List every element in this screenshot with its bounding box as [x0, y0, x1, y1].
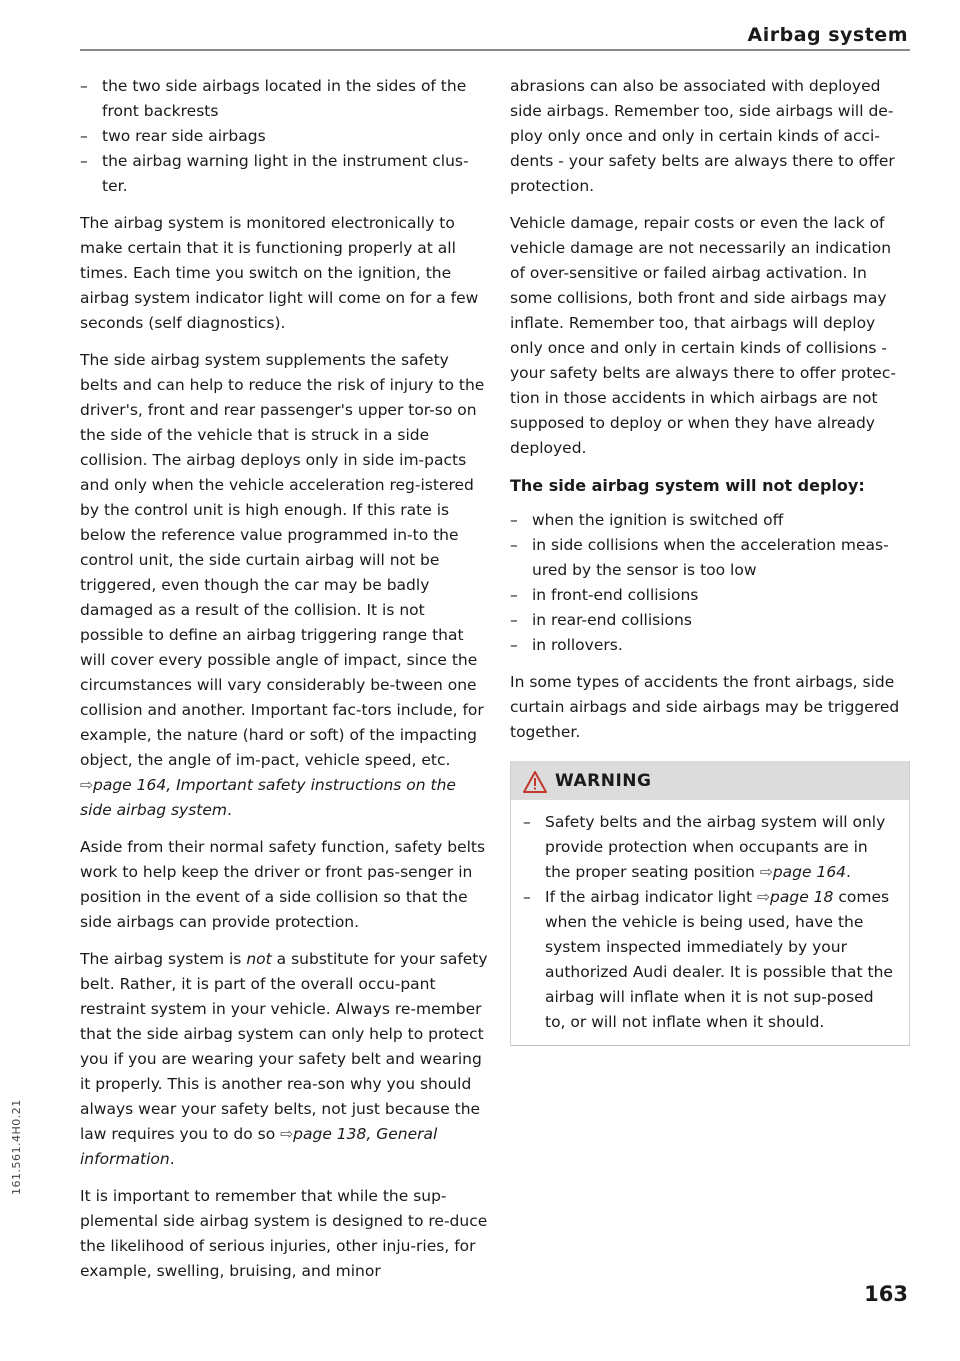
list-item: – two rear side airbags	[80, 124, 488, 149]
list-item: – If the airbag indicator light ⇨page 18 comes when the vehicle is being used, have the system inspected immediately by your authorized Audi dealer. It is possible that the airbag will inflate when it is not sup-posed to, or will not inflate when it should.	[523, 885, 897, 1035]
paragraph-vehicle-damage: Vehicle damage, repair costs or even the lack of vehicle damage are not necessarily an indication of over-sensitive or failed airbag activation. In some collisions, both front and side airbags may inflate. Remember too, that airbags will deploy only once and only in certain kinds of collisions - your safety belts are always there to offer protec-tion in those accidents in which airbags are not supposed to deploy or when they have already deployed.	[510, 214, 896, 457]
arrow-icon: ⇨	[280, 1125, 294, 1143]
header-divider	[80, 49, 910, 51]
document-code: 161.561.4H0.21	[10, 1099, 23, 1195]
list-item: – when the ignition is switched off	[510, 508, 910, 533]
warning-header	[511, 761, 909, 800]
paragraph-injuries: It is important to remember that while the sup-plemental side airbag system is designed to re-duce the likelihood of serious injuries, other inju-ries, for example, swelling, bruising, and minor	[80, 1187, 488, 1280]
warning-box	[510, 761, 910, 1046]
arrow-icon: ⇨	[757, 888, 771, 906]
warning-body	[511, 800, 909, 1045]
list-item: – in rear-end collisions	[510, 608, 910, 633]
paragraph-monitoring: The airbag system is monitored electronically to make certain that it is functioning properly at all times. Each time you switch on the ignition, the airbag system indicator light will come on for a few seconds (self diagnostics).	[80, 214, 479, 332]
page-reference-link[interactable]: page 164	[772, 863, 847, 881]
not-deploy-list	[510, 508, 910, 658]
subheading-will-not-deploy: The side airbag system will not deploy:	[510, 476, 865, 495]
paragraph-abrasions: abrasions can also be associated with deployed side airbags. Remember too, side airbags will de-ploy only once and only in certain kinds of acci-dents - your safety belts are always there to offer protection.	[510, 77, 895, 195]
left-column	[80, 74, 488, 1296]
paragraph-side-airbag-system: The side airbag system supplements the safety belts and can help to reduce the risk of injury to the driver's, front and rear passenger's upper tor-so on the side of the vehicle that is struck in a side collision. The airbag deploys only in side im-pacts and only when the vehicle acceleration reg-istered by the control unit is high enough. If this rate is below the reference value programmed in-to the control unit, the side curtain airbag will not be triggered, even though the car may be badly damaged as a result of the collision. It is not possible to define an airbag triggering range that will cover every possible angle of impact, since the circumstances will vary considerably be-tween one collision and another. Important fac-tors include, for example, the nature (hard or soft) of the impacting object, the angle of im-pact, vehicle speed, etc. ⇨page 164, Important safety instructions on the side airbag system.	[80, 351, 485, 819]
list-item: – Safety belts and the airbag system will only provide protection when occupants are in the proper seating position ⇨page 164.	[523, 810, 897, 885]
warning-triangle-icon	[523, 771, 547, 793]
list-item: – the two side airbags located in the sides of the front backrests	[80, 74, 488, 124]
paragraph-triggered-together: In some types of accidents the front airbags, side curtain airbags and side airbags may be triggered together.	[510, 673, 900, 741]
page-reference-link[interactable]: page 18	[770, 888, 834, 906]
list-item: – in front-end collisions	[510, 583, 910, 608]
component-list	[80, 74, 488, 199]
warning-title: WARNING	[555, 771, 652, 791]
emphasis-not: not	[246, 950, 272, 968]
list-item: – in rollovers.	[510, 633, 910, 658]
warning-list	[523, 810, 897, 1035]
page-reference-link[interactable]: page 164, Important safety instructions on the side airbag system	[80, 776, 456, 819]
list-item: – in side collisions when the acceleration meas-ured by the sensor is too low	[510, 533, 910, 583]
section-title: Airbag system	[747, 24, 908, 46]
arrow-icon: ⇨	[759, 863, 773, 881]
arrow-icon: ⇨	[80, 776, 93, 794]
page-number: 163	[864, 1282, 908, 1306]
page-reference-link[interactable]: page 138, General information	[80, 1125, 438, 1168]
list-item: – the airbag warning light in the instrument clus-ter.	[80, 149, 488, 199]
paragraph-not-substitute: The airbag system is not a substitute for your safety belt. Rather, it is part of the overall occu-pant restraint system in your vehicle. Always re-member that the side airbag system can only help to protect you if you are wearing your safety belt and wearing it properly. This is another rea-son why you should always wear your safety belts, not just because the law requires you to do so ⇨page 138, General information.	[80, 950, 488, 1168]
right-column	[510, 74, 910, 1046]
paragraph-safety-belts: Aside from their normal safety function, safety belts work to help keep the driver or front pas-senger in position in the event of a side collision so that the side airbags can provide protection.	[80, 838, 486, 931]
